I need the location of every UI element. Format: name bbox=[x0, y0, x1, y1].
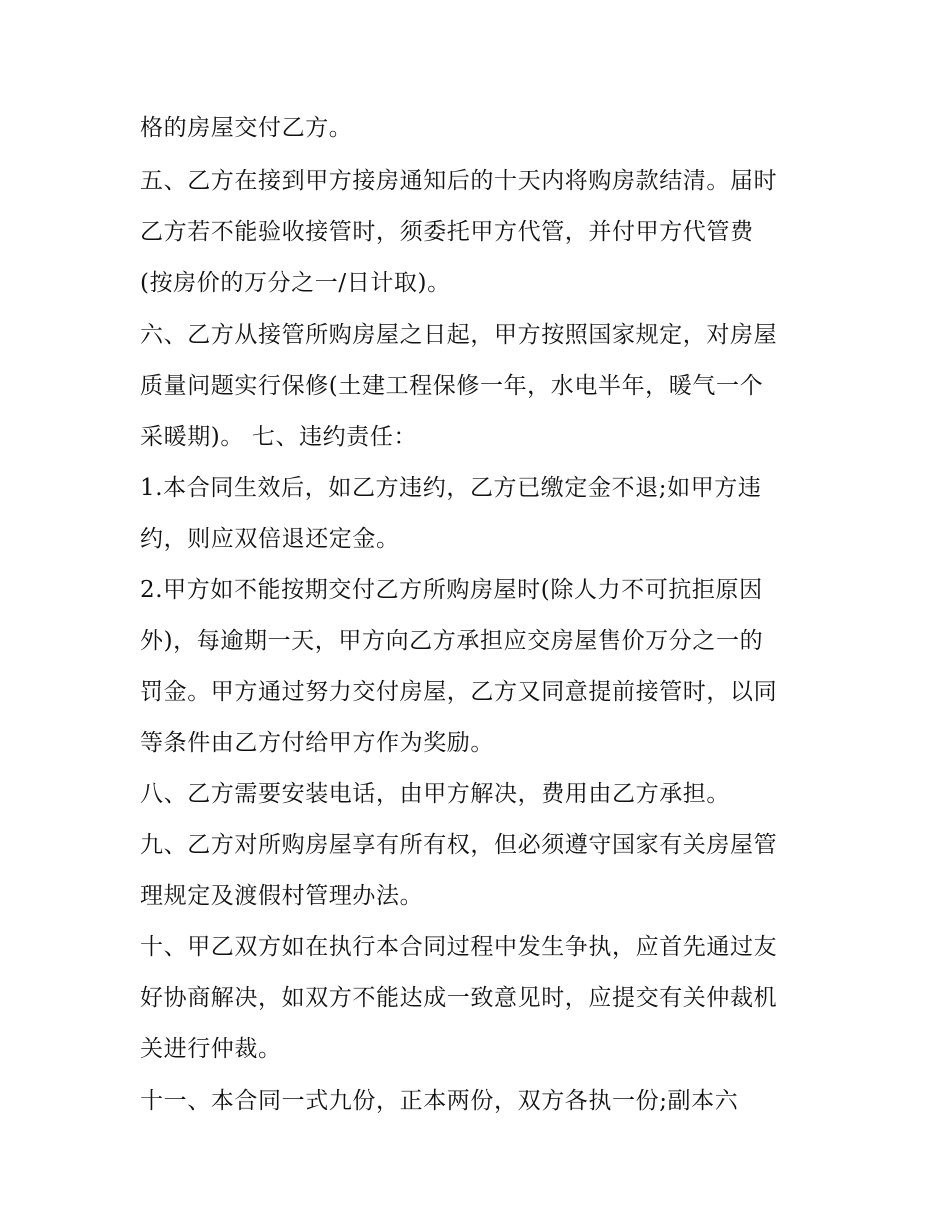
text-line: 罚金。甲方通过努力交付房屋，乙方又同意提前接管时，以同 bbox=[140, 679, 778, 705]
text-line: 关进行仲裁。 bbox=[140, 1036, 282, 1062]
text-line: (按房价的万分之一/日计取)。 bbox=[140, 270, 451, 296]
text-line: 1.本合同生效后，如乙方违约，乙方已缴定金不退;如甲方违 bbox=[140, 475, 762, 501]
text-line: 五、乙方在接到甲方接房通知后的十天内将购房款结清。届时 bbox=[140, 168, 778, 194]
text-line: 九、乙方对所购房屋享有所有权，但必须遵守国家有关房屋管 bbox=[140, 832, 778, 858]
text-line: 等条件由乙方付给甲方作为奖励。 bbox=[140, 730, 494, 756]
text-line: 约，则应双倍退还定金。 bbox=[140, 526, 400, 552]
text-line: 十一、本合同一式九份，正本两份，双方各执一份;副本六 bbox=[140, 1088, 739, 1114]
text-line: 格的房屋交付乙方。 bbox=[140, 115, 353, 141]
text-line: 2.甲方如不能按期交付乙方所购房屋时(除人力不可抗拒原因 bbox=[140, 577, 763, 603]
text-line: 十、甲乙双方如在执行本合同过程中发生争执，应首先通过友 bbox=[140, 934, 778, 960]
text-line: 乙方若不能验收接管时，须委托甲方代管，并付甲方代管费 bbox=[140, 219, 754, 245]
text-line: 六、乙方从接管所购房屋之日起，甲方按照国家规定，对房屋 bbox=[140, 322, 778, 348]
text-line: 八、乙方需要安装电话，由甲方解决，费用由乙方承担。 bbox=[140, 781, 730, 807]
text-line: 理规定及渡假村管理办法。 bbox=[140, 883, 424, 909]
text-line: 采暖期)。 七、违约责任： bbox=[140, 424, 418, 450]
text-line: 外)，每逾期一天，甲方向乙方承担应交房屋售价万分之一的 bbox=[140, 628, 764, 654]
text-line: 质量问题实行保修(土建工程保修一年，水电半年，暖气一个 bbox=[140, 373, 764, 399]
text-line: 好协商解决，如双方不能达成一致意见时，应提交有关仲裁机 bbox=[140, 985, 778, 1011]
